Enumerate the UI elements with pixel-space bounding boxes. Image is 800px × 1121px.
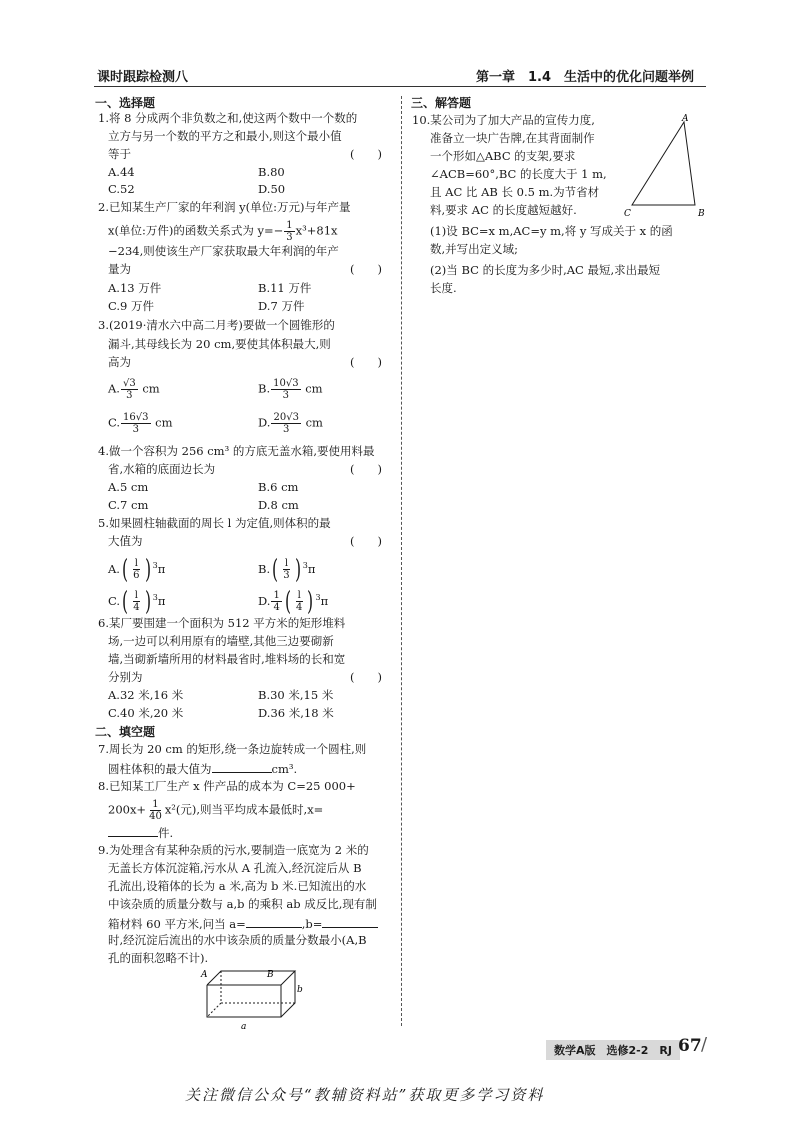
q4-paren: ( ): [350, 462, 382, 476]
q9-fig-label-b: b: [297, 985, 303, 995]
q4-option-b: B.6 cm: [258, 480, 299, 494]
q10-fig-label-c: C: [624, 209, 631, 219]
q9-line5: 箱材料 60 平方米,问当 a= ,b=: [108, 915, 378, 932]
q9-blank-b[interactable]: [322, 915, 378, 928]
q2-line2a: x(单位:万件)的函数关系式为 y=−: [108, 223, 284, 238]
header-left: 课时跟踪检测八: [97, 70, 189, 85]
q5-option-d: D. $\frac{1}{4}$ ( $\frac{l}{4}$ ) $^3$π: [258, 586, 329, 617]
q9-fig-label-b-hole: B: [267, 970, 274, 980]
q1-option-a: A.44: [108, 165, 135, 179]
q3-option-d: D. $\frac{20√3}{3}$ cm: [258, 412, 323, 435]
q7-blank[interactable]: [212, 760, 272, 773]
q9-fig-label-a-hole: A: [201, 970, 208, 980]
q9-box-figure: [195, 965, 305, 1033]
q1-paren: ( ): [350, 147, 382, 161]
q2-option-a: A.13 万件: [108, 281, 162, 295]
q3-line3: 高为: [108, 355, 131, 369]
q4-line1: 4.做一个容积为 256 cm³ 的方底无盖水箱,要使用料最: [98, 444, 375, 458]
q4-option-a: A.5 cm: [108, 480, 149, 494]
q4-line2: 省,水箱的底面边长为: [108, 462, 216, 476]
q2-option-c: C.9 万件: [108, 299, 155, 313]
q10-triangle-figure: [618, 112, 710, 220]
section-fill: 二、填空题: [95, 725, 156, 739]
section-choice: 一、选择题: [95, 96, 156, 110]
q1-line2: 立方与另一个数的平方之和最小,则这个最小值: [108, 129, 342, 143]
q5-line2: 大值为: [108, 534, 143, 548]
q10-line3: 一个形如△ABC 的支架,要求: [430, 149, 576, 163]
q8-blank[interactable]: [108, 824, 158, 837]
q8-line1: 8.已知某工厂生产 x 件产品的成本为 C=25 000+: [98, 779, 356, 793]
q2-line1: 2.已知某生产厂家的年利润 y(单位:万元)与年产量: [98, 200, 351, 214]
q10-line6: 料,要求 AC 的长度越短越好.: [430, 203, 577, 217]
q10-line9: (2)当 BC 的长度为多少时,AC 最短,求出最短: [430, 263, 661, 277]
q10-line4: ∠ACB=60°,BC 的长度大于 1 m,: [430, 167, 607, 181]
q1-option-d: D.50: [258, 182, 286, 196]
q2-paren: ( ): [350, 262, 382, 276]
q9-blank-a[interactable]: [246, 915, 302, 928]
q6-line3: 墙,当砌新墙所用的材料最省时,堆料场的长和宽: [108, 652, 346, 666]
q4-option-c: C.7 cm: [108, 498, 149, 512]
footer-badge: 数学A版 选修2-2 RJ: [546, 1040, 680, 1060]
q3-option-b: B. $\frac{10√3}{3}$ cm: [258, 378, 323, 401]
q9-fig-label-a: a: [241, 1022, 247, 1032]
q1-option-c: C.52: [108, 182, 135, 196]
q9-line1: 9.为处理含有某种杂质的污水,要制造一底宽为 2 米的: [98, 843, 369, 857]
q7-line2: 圆柱体积的最大值为 cm³.: [108, 762, 298, 776]
q3-option-a: A. $\frac{√3}{3}$ cm: [108, 378, 160, 401]
q6-line2: 场,一边可以利用原有的墙壁,其他三边要砌新: [108, 634, 334, 648]
q9-line6: 时,经沉淀后流出的水中该杂质的质量分数最小(A,B: [108, 933, 367, 947]
q9-line3: 孔流出,设箱体的长为 a 米,高为 b 米.已知流出的水: [108, 879, 367, 893]
q10-line7: (1)设 BC=x m,AC=y m,将 y 写成关于 x 的函: [430, 224, 673, 238]
q10-fig-label-a: A: [682, 114, 689, 124]
q6-option-a: A.32 米,16 米: [108, 688, 184, 702]
page-number: 67: [678, 1036, 702, 1056]
q2-line4: 量为: [108, 262, 131, 276]
q9-line4: 中该杂质的质量分数与 a,b 的乘积 ab 成反比,现有制: [108, 897, 377, 911]
q10-fig-label-b: B: [698, 209, 705, 219]
q5-option-b: B.( $\frac{l}{3}$ ) $^3$π: [258, 554, 316, 585]
q10-line1: 10.某公司为了加大产品的宣传力度,: [412, 113, 595, 127]
q10-line2: 准备立一块广告牌,在其背面制作: [430, 131, 595, 145]
footer-note: 关注微信公众号“教辅资料站”获取更多学习资料: [185, 1086, 545, 1104]
q2-option-d: D.7 万件: [258, 299, 305, 313]
q3-line1: 3.(2019·清水六中高二月考)要做一个圆锥形的: [98, 318, 335, 332]
q2-line2b: x³+81x: [295, 223, 338, 238]
header-right: 第一章 1.4 生活中的优化问题举例: [476, 70, 695, 85]
q2-line2: [108, 220, 338, 243]
column-divider: [401, 96, 402, 1026]
q6-option-b: B.30 米,15 米: [258, 688, 334, 702]
q3-paren: ( ): [350, 355, 382, 369]
q10-line8: 数,并写出定义域;: [430, 242, 519, 256]
header-rule: [94, 86, 706, 87]
q10-line10: 长度.: [430, 281, 457, 295]
q6-paren: ( ): [350, 670, 382, 684]
q1-option-b: B.80: [258, 165, 285, 179]
q6-line1: 6.某厂要围建一个面积为 512 平方米的矩形堆料: [98, 616, 346, 630]
q2-option-b: B.11 万件: [258, 281, 312, 295]
q5-line1: 5.如果圆柱轴截面的周长 l 为定值,则体积的最: [98, 516, 331, 530]
q2-fraction: $\frac{1}{3}$: [286, 220, 293, 243]
q1-line1: 1.将 8 分成两个非负数之和,使这两个数中一个数的: [98, 111, 358, 125]
q9-line2: 无盖长方体沉淀箱,污水从 A 孔流入,经沉淀后从 B: [108, 861, 362, 875]
section-answer: 三、解答题: [411, 96, 472, 110]
q2-line3: −234,则使该生产厂家获取最大年利润的年产: [108, 244, 339, 258]
q4-option-d: D.8 cm: [258, 498, 299, 512]
q6-option-c: C.40 米,20 米: [108, 706, 184, 720]
q5-option-a: A.( $\frac{l}{6}$ ) $^3$π: [108, 554, 166, 585]
q7-line1: 7.周长为 20 cm 的矩形,绕一条边旋转成一个圆柱,则: [98, 742, 367, 756]
q5-option-c: C.( $\frac{l}{4}$ ) $^3$π: [108, 586, 166, 617]
q6-line4: 分别为: [108, 670, 143, 684]
q8-line3: 件.: [108, 824, 173, 841]
q5-paren: ( ): [350, 534, 382, 548]
q1-line3: 等于: [108, 147, 131, 161]
q10-line5: 且 AC 比 AB 长 0.5 m.为节省材: [430, 185, 600, 199]
q8-line2: 200x+ $\frac{1}{40}$ x²(元),则当平均成本最低时,x=: [108, 799, 324, 822]
q6-option-d: D.36 米,18 米: [258, 706, 334, 720]
q9-line7: 孔的面积忽略不计).: [108, 951, 209, 965]
q3-option-c: C. $\frac{16√3}{3}$ cm: [108, 412, 173, 435]
page-slash: /: [701, 1034, 708, 1055]
q3-line2: 漏斗,其母线长为 20 cm,要使其体积最大,则: [108, 337, 331, 351]
